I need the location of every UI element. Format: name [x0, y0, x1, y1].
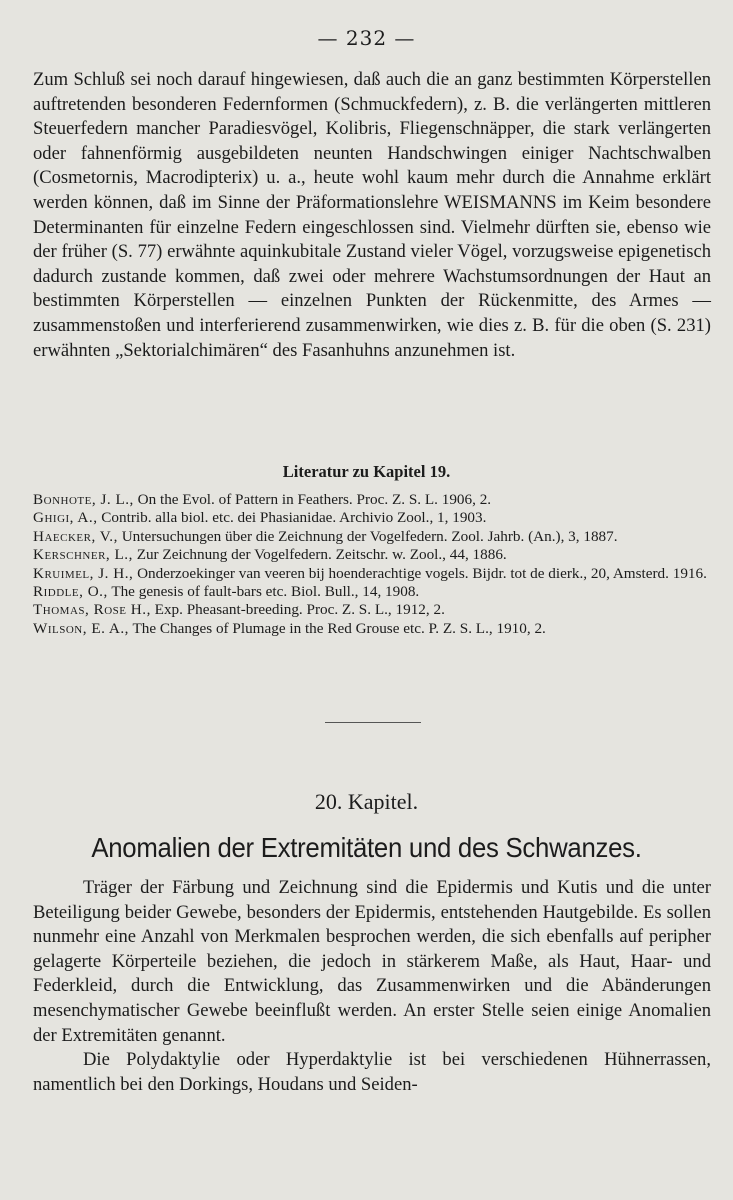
- chapter-body: [33, 876, 711, 1097]
- literature-list: [33, 491, 713, 638]
- literature-heading: Literatur zu Kapitel 19.: [282, 462, 451, 481]
- literature-text: The genesis of fault-bars etc. Biol. Bull., 14, 1908.: [111, 583, 420, 601]
- literature-entry: [33, 583, 713, 601]
- literature-entry: [33, 528, 713, 546]
- literature-text: The Changes of Plumage in the Red Grouse etc. P. Z. S. L., 1910, 2.: [132, 619, 546, 637]
- literature-author: Haecker, V.,: [33, 527, 118, 545]
- paragraph-text: Zum Schluß sei noch darauf hingewiesen, daß auch die an ganz bestimmten Körperstellen auftretenden besonderen Federnformen (Schmuckfedern), z. B. die verlängerten mittleren Steuerfedern mancher Paradiesvögel, Kolibris, Fliegenschnäpper, die stark verlängerten oder fahnenförmig ausgebildeten neunten Handschwingen einiger Nachtschwalben (Cosmetornis, Macrodipterix) u. a., heute wohl kaum mehr durch die Annahme erklärt werden können, daß im Sinne der Präformationslehre WEISMANNS im Keim besondere Determinanten für einzelne Federn eingeschlossen sind. Vielmehr dürften sie, ebenso wie der früher (S. 77) erwähnte aquinkubitale Zustand vieler Vögel, vorzugsweise epigenetisch dadurch zustande kommen, daß zwei oder mehrere Wachstumsordnungen der Haut an bestimmten Körperstellen — einzelnen Punkten der Rückenmitte, des Armes — zusammenstoßen und interferierend zusammenwirken, wie dies z. B. für die oben (S. 231) erwähnten „Sektorialchimären“ des Fasanhuhns anzunehmen ist.: [33, 69, 711, 361]
- literature-author: Kerschner, L.,: [33, 546, 133, 564]
- literature-author: Thomas, Rose H.,: [33, 601, 151, 619]
- literature-author: Riddle, O.,: [33, 583, 108, 601]
- literature-entry: [33, 601, 713, 619]
- closing-paragraph: [33, 68, 711, 363]
- chapter-paragraph-1: Träger der Färbung und Zeichnung sind die Epidermis und Kutis und die unter Beteiligung beider Gewebe, besonders der Epidermis, entstehenden Hautgebilde. Es sollen nunmehr eine Anzahl von Merkmalen besprochen werden, die sich ebenfalls auf peripher gelagerte Körperteile beziehen, die jedoch in stärkerem Maße, als Haut, Haar- und Federkleid, durch die Entwicklung, das Zusammenwirken und die Abänderungen mesenchymatischer Gewebe beeinflußt werden. An erster Stelle seien einige Anomalien der Extremitäten genannt.: [33, 877, 711, 1046]
- chapter-number: 20. Kapitel.: [314, 789, 419, 814]
- literature-author: Ghigi, A.,: [33, 509, 98, 527]
- literature-entry: [33, 565, 713, 583]
- chapter-paragraph-2: Die Polydaktylie oder Hyperdaktylie ist bei verschiedenen Hühnerrassen, namentlich bei den Dorkings, Houdans und Seiden-: [33, 1049, 711, 1095]
- literature-entry: [33, 546, 713, 564]
- literature-text: Untersuchungen über die Zeichnung der Vogelfedern. Zool. Jahrb. (An.), 3, 1887.: [121, 527, 618, 545]
- literature-text: Contrib. alla biol. etc. dei Phasianidae. Archivio Zool., 1, 1903.: [101, 509, 487, 527]
- literature-entry: [33, 509, 713, 527]
- page-number: — 232 —: [317, 26, 416, 50]
- literature-text: On the Evol. of Pattern in Feathers. Proc. Z. S. L. 1906, 2.: [137, 491, 492, 508]
- literature-author: Bonhote, J. L.,: [33, 491, 134, 508]
- literature-text: Onderzoekinger van veeren bij hoenderachtige vogels. Bijdr. tot de dierk., 20, Amsterd. 1916.: [137, 564, 707, 582]
- literature-text: Zur Zeichnung der Vogelfedern. Zeitschr. w. Zool., 44, 1886.: [136, 546, 507, 564]
- literature-entry: [33, 491, 713, 509]
- literature-author: Kruimel, J. H.,: [33, 564, 134, 582]
- section-divider: [325, 722, 421, 723]
- literature-author: Wilson, E. A.,: [33, 619, 129, 637]
- chapter-title: Anomalien der Extremitäten und des Schwanzes.: [91, 832, 642, 863]
- literature-entry: [33, 620, 713, 638]
- literature-text: Exp. Pheasant-breeding. Proc. Z. S. L., 1912, 2.: [154, 601, 445, 619]
